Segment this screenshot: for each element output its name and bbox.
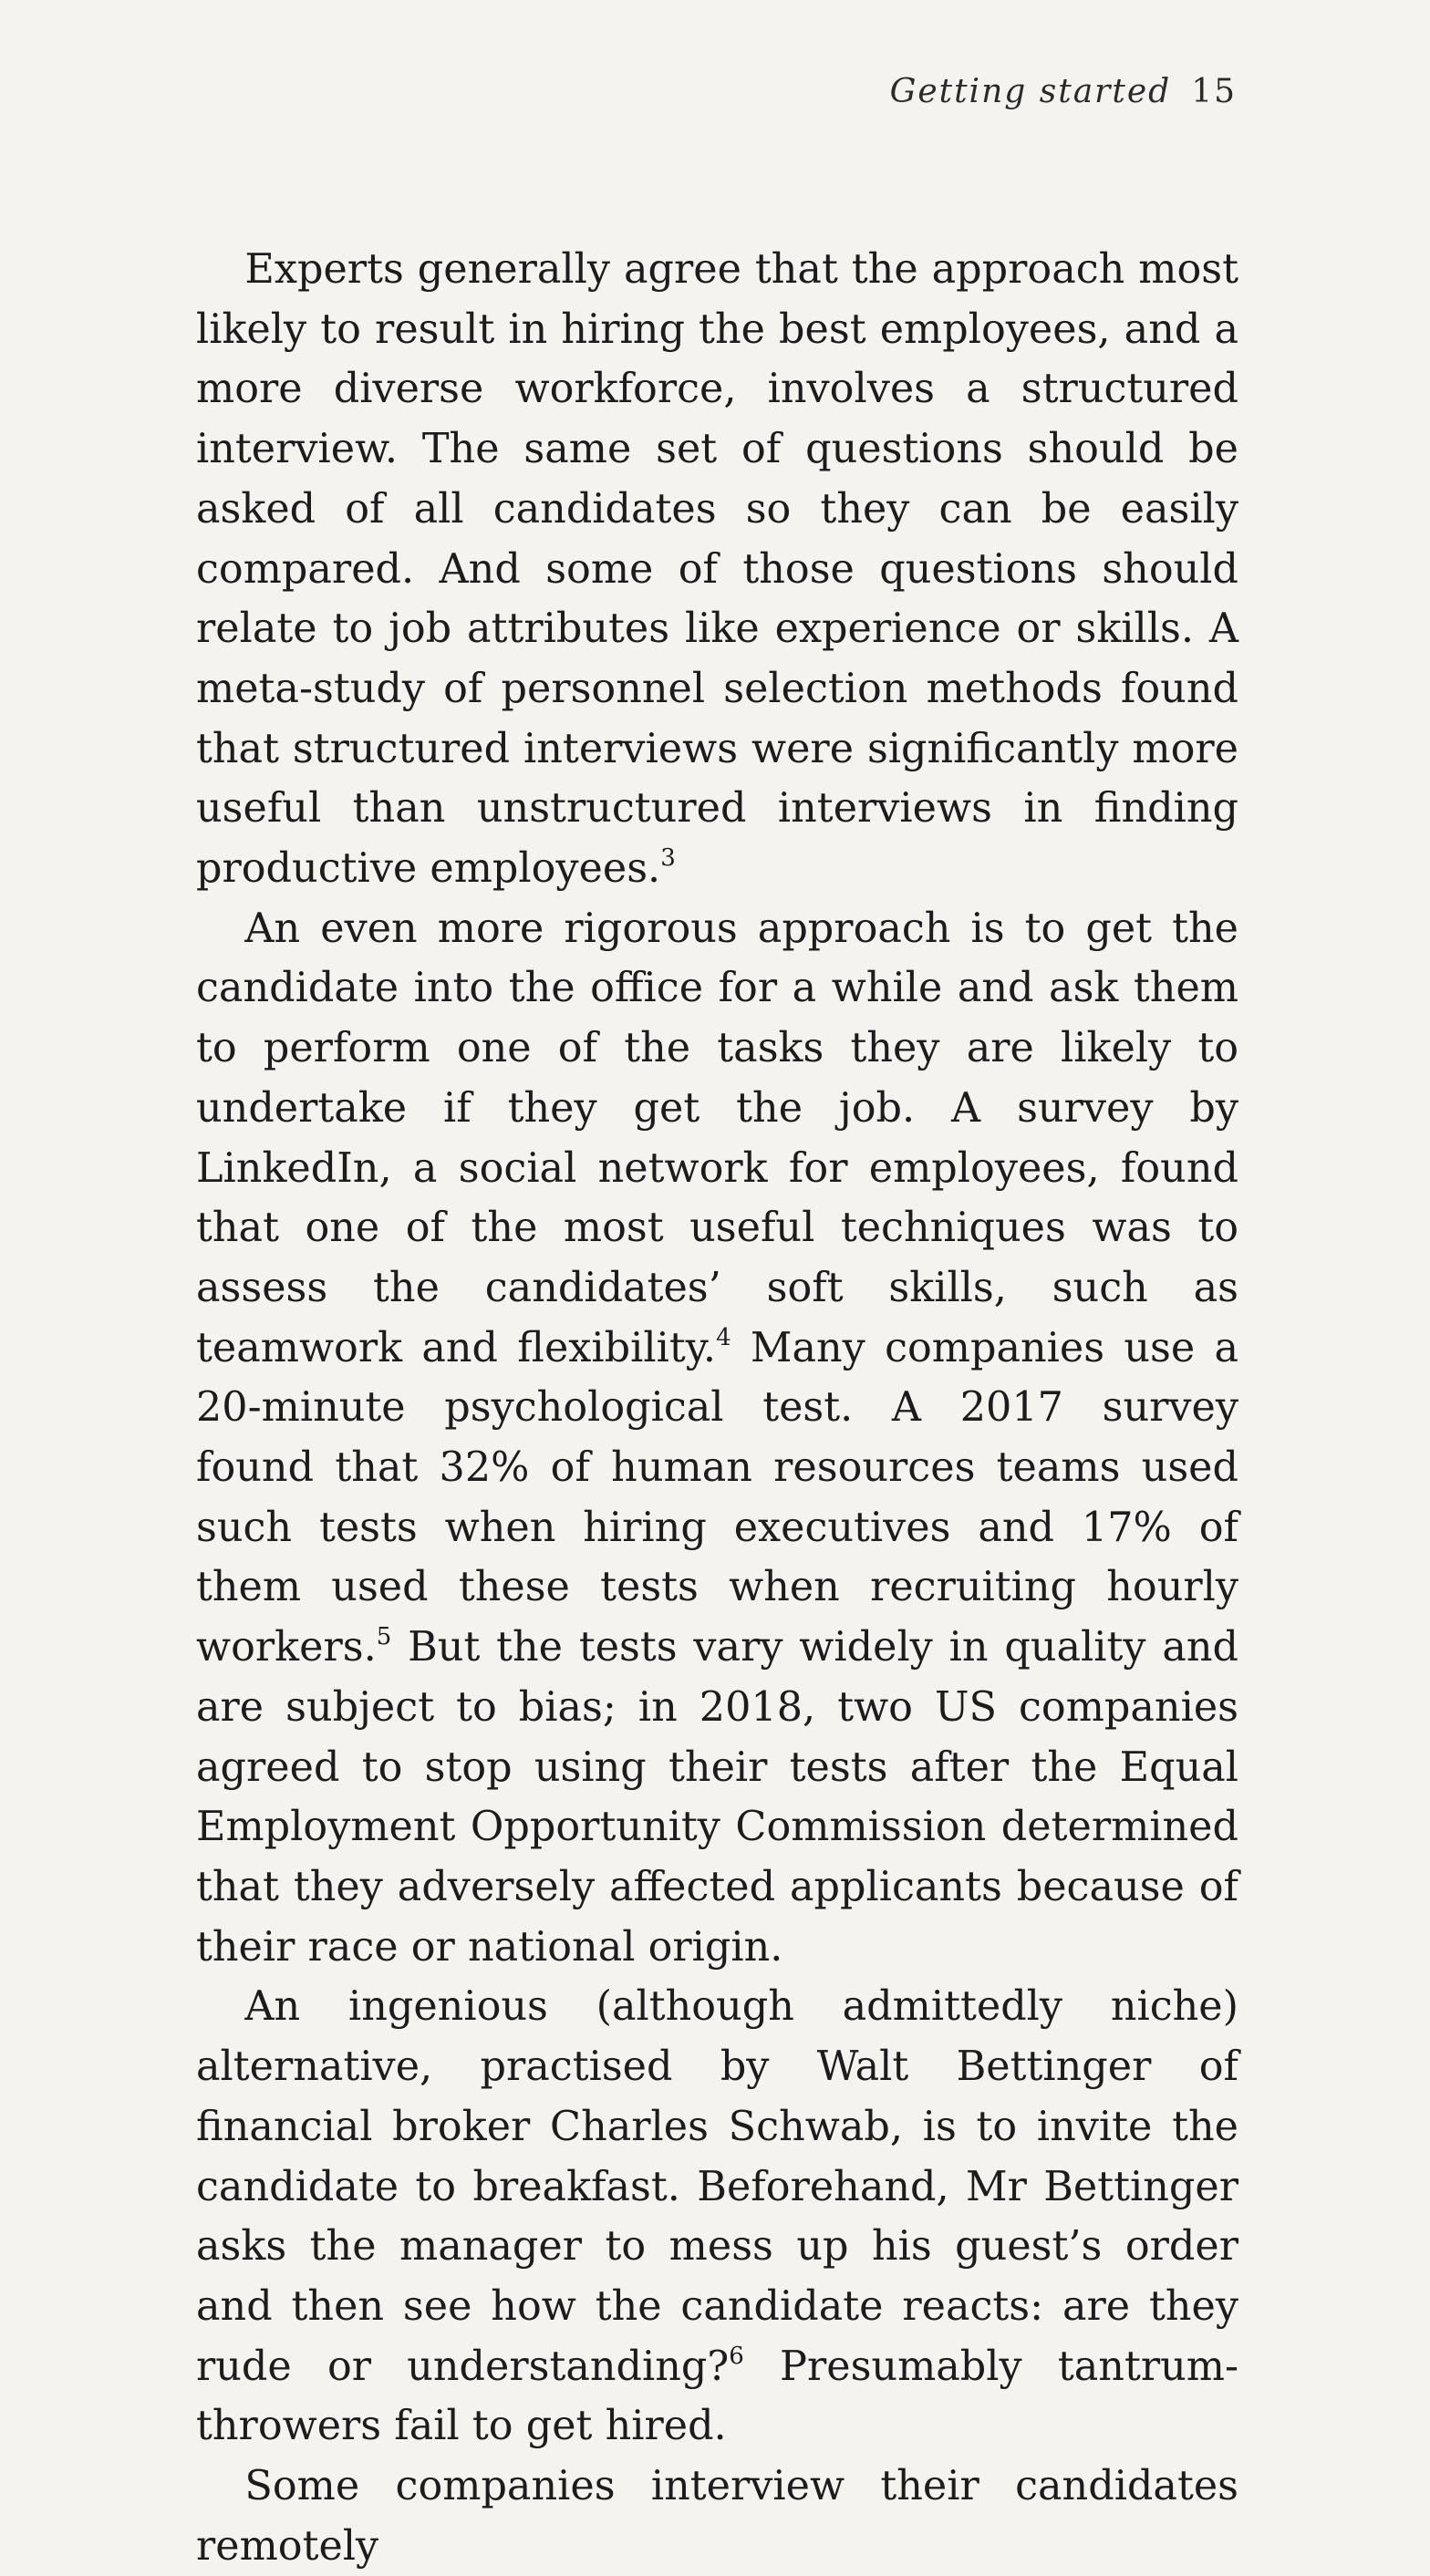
paragraph-text: Experts generally agree that the approach most likely to result in hiring the best employees, and a more diverse workforce, involves a structured interview. The same set of questions should be asked of all candidates so they can be easily compared. And some of those questions should relate to job attributes like experience or skills. A meta-study of personnel selection methods found that structured interviews were significantly more useful than unstructured interviews in finding productive employees. [196,246,1238,893]
footnote-ref-6[interactable]: 6 [729,2342,744,2370]
footnote-ref-5[interactable]: 5 [376,1623,392,1651]
body-text [196,240,1238,2576]
chapter-title: Getting started [889,73,1172,110]
footnote-ref-4[interactable]: 4 [716,1323,731,1351]
paragraph-text: But the tests vary widely in quality and are subject to bias; in 2018, two US companies agreed to stop using their tests after the Equal Employment Opportunity Commission determined that they adversely affected applicants because of their race or national origin. [196,1624,1238,1971]
paragraph-1 [196,240,1238,899]
paragraph-text: An ingenious (although admittedly niche) alternative, practised by Walt Bettinger of financial broker Charles Schwab, is to invite the candidate to breakfast. Beforehand, Mr Bettinger asks the manager to mess up his guest’s order and then see how the candidate reacts: are they rude or understanding? [196,1983,1238,2390]
paragraph-4 [196,2457,1238,2576]
running-head [890,73,1237,110]
paragraph-text: An even more rigorous approach is to get the candidate into the office for a while and ask them to perform one of the tasks they are likely to undertake if they get the job. A survey by LinkedIn, a social network for employees, found that one of the most useful techniques was to assess the candidates’ soft skills, such as teamwork and flexibility. [196,905,1238,1371]
paragraph-text: Some companies interview their candidates remotely [196,2463,1238,2570]
paragraph-2 [196,899,1238,1978]
footnote-ref-3[interactable]: 3 [660,844,676,873]
page-number: 15 [1191,73,1237,110]
paragraph-text: Presumably tantrum-throwers fail to get hired. [196,2343,1238,2450]
paragraph-text: Many companies use a 20-minute psychological test. A 2017 survey found that 32% of human resources teams used such tests when hiring executives and 17% of them used these tests when recruiting hourly workers. [196,1324,1238,1671]
paragraph-3 [196,1977,1238,2457]
